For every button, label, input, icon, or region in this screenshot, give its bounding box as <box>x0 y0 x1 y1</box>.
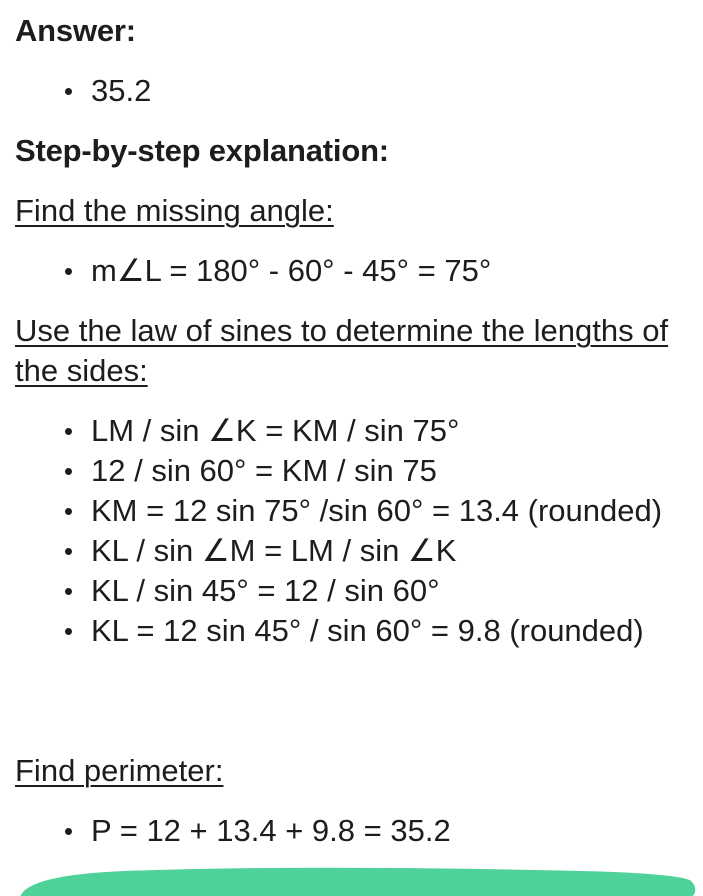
explanation-heading: Step-by-step explanation: <box>15 133 389 168</box>
list-item: P = 12 + 13.4 + 9.8 = 35.2 <box>15 811 685 851</box>
answer-heading: Answer: <box>15 13 136 48</box>
list-item: m∠L = 180° - 60° - 45° = 75° <box>15 251 685 291</box>
list-item: KL / sin ∠M = LM / sin ∠K <box>15 531 685 571</box>
answer-list <box>15 71 685 111</box>
list-item: LM / sin ∠K = KM / sin 75° <box>15 411 685 451</box>
list-item: 12 / sin 60° = KM / sin 75 <box>15 451 685 491</box>
list-item: KL / sin 45° = 12 / sin 60° <box>15 571 685 611</box>
law-of-sines-list <box>15 411 685 651</box>
section-title-law-of-sines: Use the law of sines to determine the lengths of the sides: <box>15 313 669 388</box>
answer-item: 35.2 <box>15 71 685 111</box>
brush-stroke-shape <box>22 869 694 896</box>
section-title-missing-angle: Find the missing angle: <box>15 193 334 228</box>
perimeter-list <box>15 811 685 851</box>
list-item: KL = 12 sin 45° / sin 60° = 9.8 (rounded) <box>15 611 685 651</box>
section-title-perimeter: Find perimeter: <box>15 753 224 788</box>
list-item: KM = 12 sin 75° /sin 60° = 13.4 (rounded) <box>15 491 685 531</box>
missing-angle-list <box>15 251 685 291</box>
green-brush-stroke <box>0 856 703 896</box>
